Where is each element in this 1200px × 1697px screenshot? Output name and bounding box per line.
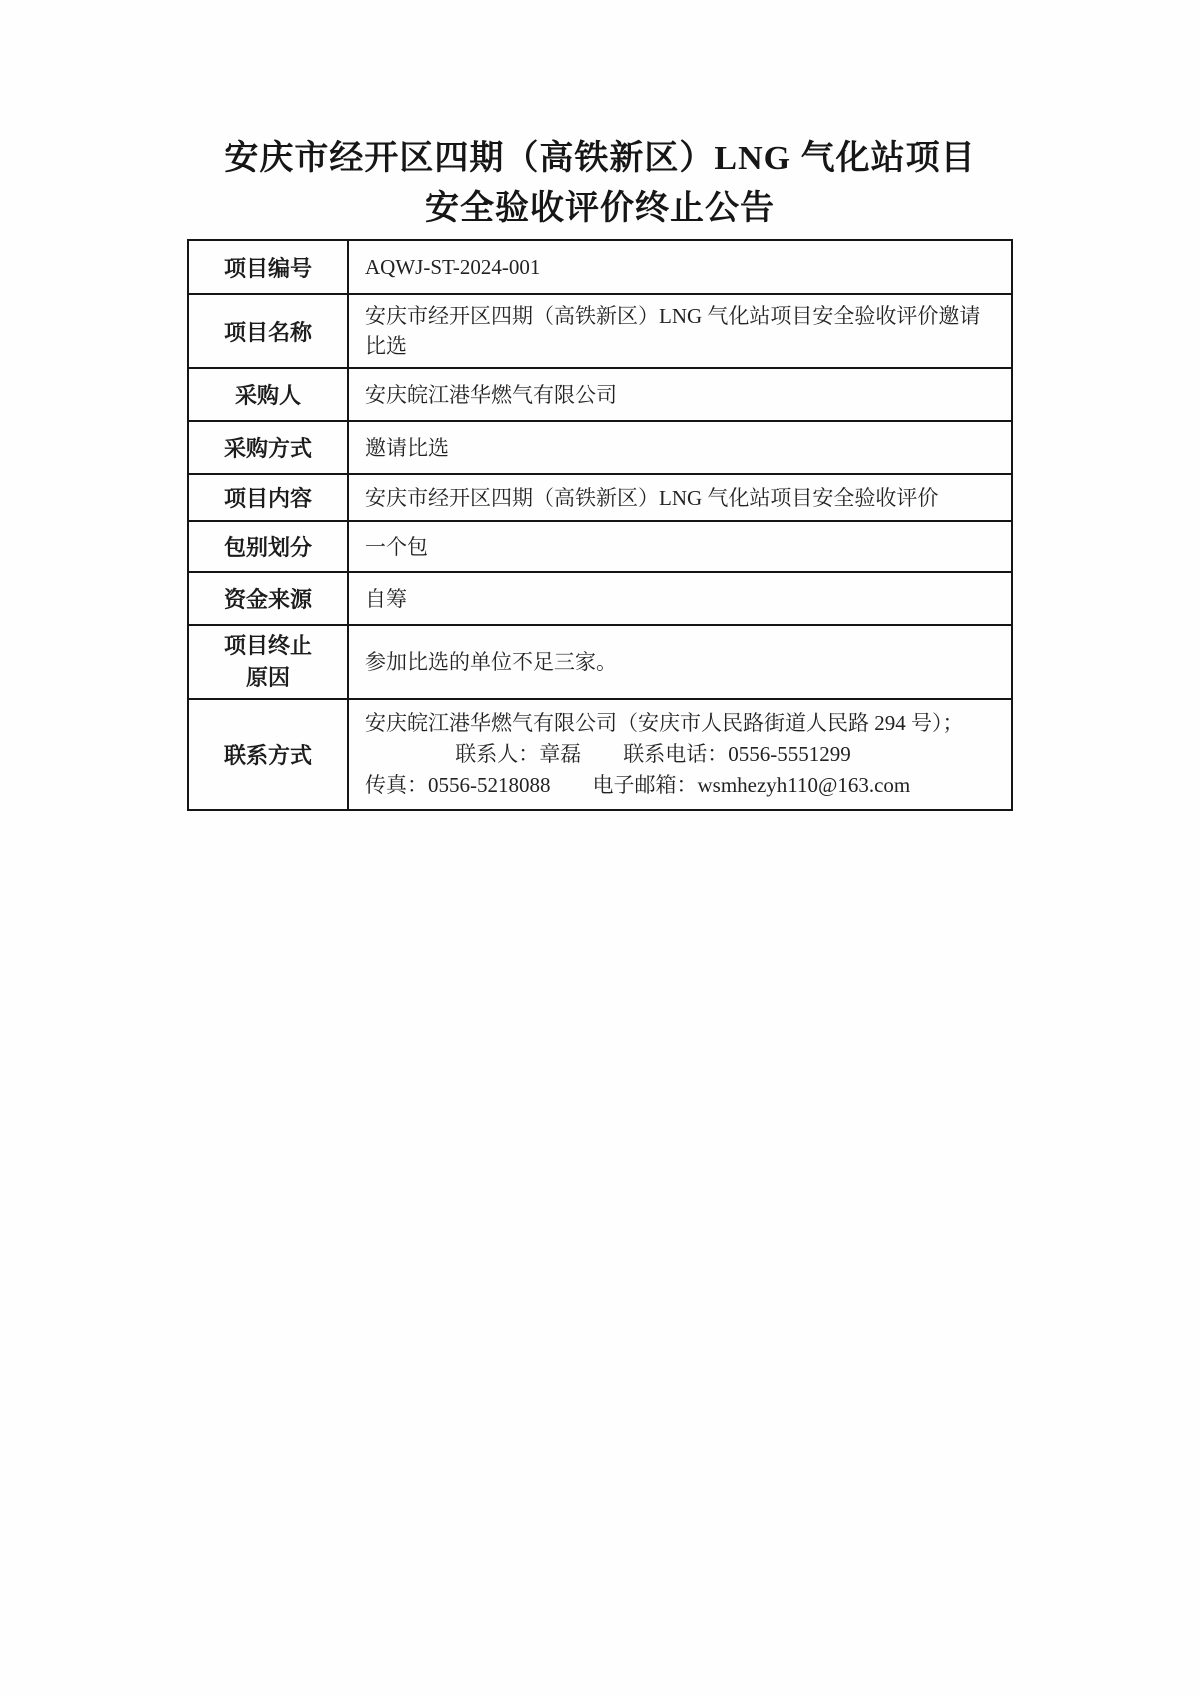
contact-line-person-phone: 联系人：章磊 联系电话：0556-5551299 — [455, 742, 851, 766]
row-label-text: 项目内容 — [223, 486, 312, 511]
row-label-text: 资金来源 — [223, 587, 312, 612]
table-row-contact-info — [189, 698, 1011, 809]
row-label — [189, 422, 349, 473]
row-label — [189, 626, 349, 698]
row-label-text: 项目编号 — [223, 255, 312, 281]
row-value-text: AQWJ-ST-2024-001 — [365, 255, 541, 279]
row-value-text: 安庆市经开区四期（高铁新区）LNG 气化站项目安全验收评价 — [365, 485, 939, 510]
row-value — [349, 626, 1011, 698]
row-value — [349, 522, 1011, 571]
row-value-text: 安庆市经开区四期（高铁新区）LNG 气化站项目安全验收评价邀请比选 — [365, 304, 981, 358]
table-row-project-content — [189, 473, 1011, 520]
row-label-text: 项目终止原因 — [224, 633, 313, 690]
row-value — [349, 295, 1011, 367]
table-row-procurement-method — [189, 420, 1011, 473]
row-value-text: 安庆皖江港华燃气有限公司 — [365, 382, 617, 407]
table-row-project-name — [189, 293, 1011, 367]
title-line-1: 安庆市经开区四期（高铁新区）LNG 气化站项目 — [224, 140, 976, 177]
table-row-funding-source — [189, 571, 1011, 624]
title-line-2: 安全验收评价终止公告 — [425, 190, 775, 227]
table-row-termination-reason — [189, 624, 1011, 698]
table-row-package-division — [189, 520, 1011, 571]
row-value — [349, 700, 1011, 809]
table-row-project-number — [189, 241, 1011, 293]
contact-line-address: 安庆皖江港华燃气有限公司（安庆市人民路街道人民路 294 号）； — [365, 711, 964, 735]
row-value — [349, 475, 1011, 520]
row-label-text: 项目名称 — [223, 319, 312, 345]
row-value-text: 参加比选的单位不足三家。 — [365, 650, 617, 674]
row-value-text: 邀请比选 — [365, 435, 449, 460]
row-value — [349, 369, 1011, 420]
row-label-text: 包别划分 — [223, 535, 312, 560]
row-label — [189, 573, 349, 624]
row-label-text: 联系方式 — [223, 743, 312, 768]
row-label — [189, 700, 349, 809]
contact-line-fax-email: 传真：0556-5218088 电子邮箱：wsmhezyh110@163.com — [365, 773, 911, 797]
row-value — [349, 573, 1011, 624]
row-value — [349, 422, 1011, 473]
row-value-text: 一个包 — [365, 534, 428, 559]
row-label — [189, 475, 349, 520]
row-value-text: 自筹 — [365, 586, 407, 611]
row-label — [189, 522, 349, 571]
row-label — [189, 295, 349, 367]
announcement-document — [0, 0, 1200, 811]
row-label — [189, 241, 349, 293]
announcement-table — [187, 239, 1013, 811]
row-label-text: 采购方式 — [223, 436, 312, 461]
page-title — [0, 134, 1200, 234]
row-label-text: 采购人 — [234, 383, 301, 408]
table-row-purchaser — [189, 367, 1011, 420]
row-label — [189, 369, 349, 420]
row-value — [349, 241, 1011, 293]
